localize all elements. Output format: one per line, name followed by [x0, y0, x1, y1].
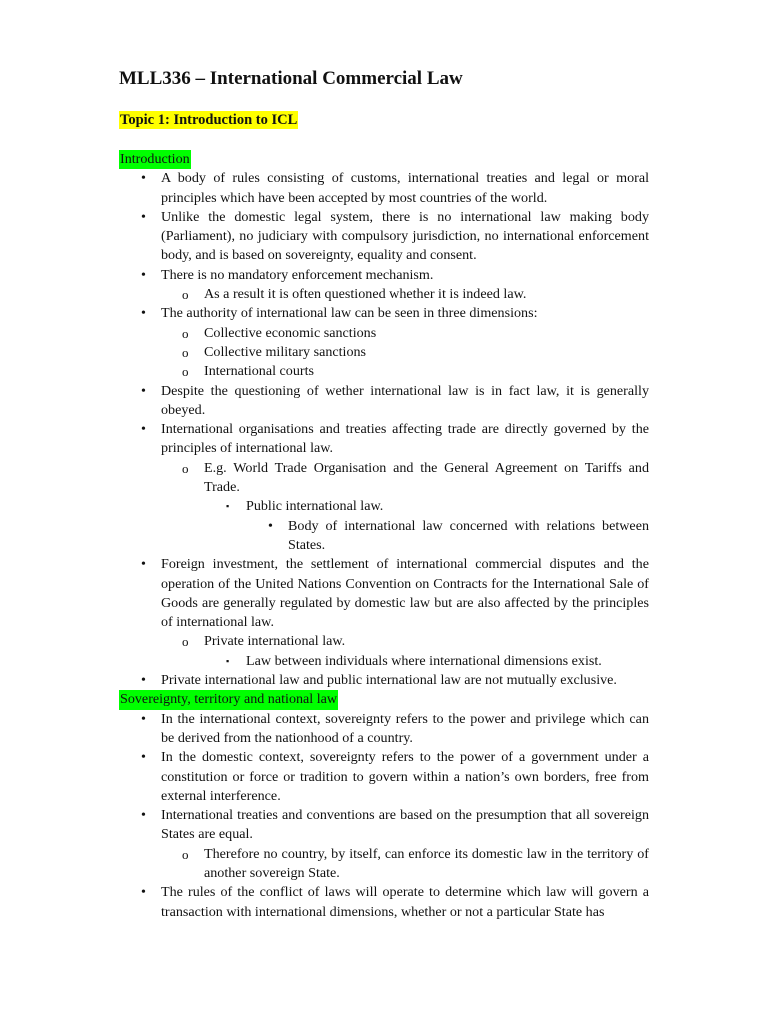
item-text: Public international law. — [246, 498, 384, 515]
bullet-marker — [141, 169, 146, 188]
bullet-marker — [141, 671, 146, 690]
section-heading: Introduction — [119, 150, 191, 169]
circle-marker — [182, 343, 189, 362]
item-text: Despite the questioning of wether international law is in fact law, it is generally obeyed. — [161, 382, 649, 418]
section-heading: Sovereignty, territory and national law — [119, 690, 338, 709]
item-text: International courts — [204, 363, 314, 380]
bullet-marker — [141, 382, 146, 401]
section-heading-row — [119, 150, 649, 169]
sub-bullet-item — [204, 362, 649, 381]
bullet-marker — [141, 806, 146, 825]
square-marker — [226, 497, 229, 516]
item-text: In the international context, sovereignty refers to the power and privilege which can be derived from the nationhood of a country. — [161, 710, 649, 746]
bullet-item — [161, 304, 649, 323]
bullet-item — [161, 806, 649, 845]
item-text: Therefore no country, by itself, can enforce its domestic law in the territory of another sovereign State. — [204, 845, 649, 881]
bullet-item — [161, 266, 649, 285]
bullet-marker — [141, 420, 146, 439]
item-text: International organisations and treaties affecting trade are directly governed by the principles of international law. — [161, 421, 649, 457]
sub-bullet-item — [204, 324, 649, 343]
circle-marker — [182, 845, 189, 864]
bullet-item — [161, 748, 649, 806]
item-text: Body of international law concerned with relations between States. — [288, 517, 649, 553]
bullet-item — [161, 208, 649, 266]
bullet-marker — [141, 555, 146, 574]
sub-bullet-item — [204, 459, 649, 498]
sub-sub-bullet-item — [246, 497, 649, 516]
bullet-marker — [141, 883, 146, 902]
item-text: The rules of the conflict of laws will operate to determine which law will govern a transaction with international dimensions, whether or not a particular State has — [161, 884, 649, 920]
square-marker — [226, 652, 229, 671]
item-text: In the domestic context, sovereignty refers to the power of a government under a constitution or force or tradition to govern within a nation’s own borders, free from external interference. — [161, 749, 649, 804]
bullet-item — [161, 671, 649, 690]
item-text: As a result it is often questioned whether it is indeed law. — [204, 286, 527, 303]
item-text: Collective economic sanctions — [204, 324, 377, 341]
bullet-item — [161, 169, 649, 208]
item-text: There is no mandatory enforcement mechanism. — [161, 266, 434, 283]
item-text: Collective military sanctions — [204, 343, 367, 360]
item-text: Unlike the domestic legal system, there is no international law making body (Parliament), no judiciary with compulsory jurisdiction, no international enforcement body, and is based on sovereignty, equality and consent. — [161, 208, 649, 264]
sub-sub-bullet-item — [246, 652, 649, 671]
topic-heading: Topic 1: Introduction to ICL — [120, 112, 298, 128]
bullet-marker — [141, 304, 146, 323]
circle-marker — [182, 324, 189, 343]
item-text: Law between individuals where international dimensions exist. — [246, 652, 602, 669]
item-text: The authority of international law can be seen in three dimensions: — [161, 305, 538, 322]
sub-bullet-item — [204, 285, 649, 304]
bullet-marker — [268, 517, 273, 536]
bullet-item — [161, 420, 649, 459]
bullet-item — [161, 382, 649, 421]
item-text: Foreign investment, the settlement of international commercial disputes and the operation of the United Nations Convention on Contracts for the International Sale of Goods are generally regulated by domestic law but are also affected by the principles of international law. — [161, 556, 649, 631]
section-heading-row — [119, 690, 649, 709]
sub-bullet-item — [204, 632, 649, 651]
nested-bullet-item — [288, 517, 649, 556]
bullet-item — [161, 883, 649, 922]
sub-bullet-item — [204, 343, 649, 362]
circle-marker — [182, 285, 189, 304]
document-title: MLL336 – International Commercial Law — [119, 68, 463, 89]
item-text: Private international law. — [204, 633, 346, 650]
bullet-item — [161, 555, 649, 632]
item-text: A body of rules consisting of customs, international treaties and legal or moral principles which have been accepted by most countries of the world. — [161, 170, 649, 206]
document-body — [119, 150, 649, 922]
bullet-marker — [141, 266, 146, 285]
bullet-marker — [141, 710, 146, 729]
bullet-marker — [141, 208, 146, 227]
item-text: International treaties and conventions are based on the presumption that all sovereign States are equal. — [161, 807, 649, 843]
bullet-marker — [141, 748, 146, 767]
item-text: Private international law and public international law are not mutually exclusive. — [161, 672, 617, 689]
bullet-item — [161, 710, 649, 749]
item-text: E.g. World Trade Organisation and the General Agreement on Tariffs and Trade. — [204, 459, 649, 496]
circle-marker — [182, 362, 189, 381]
sub-bullet-item — [204, 845, 649, 884]
circle-marker — [182, 632, 189, 651]
circle-marker — [182, 459, 189, 478]
